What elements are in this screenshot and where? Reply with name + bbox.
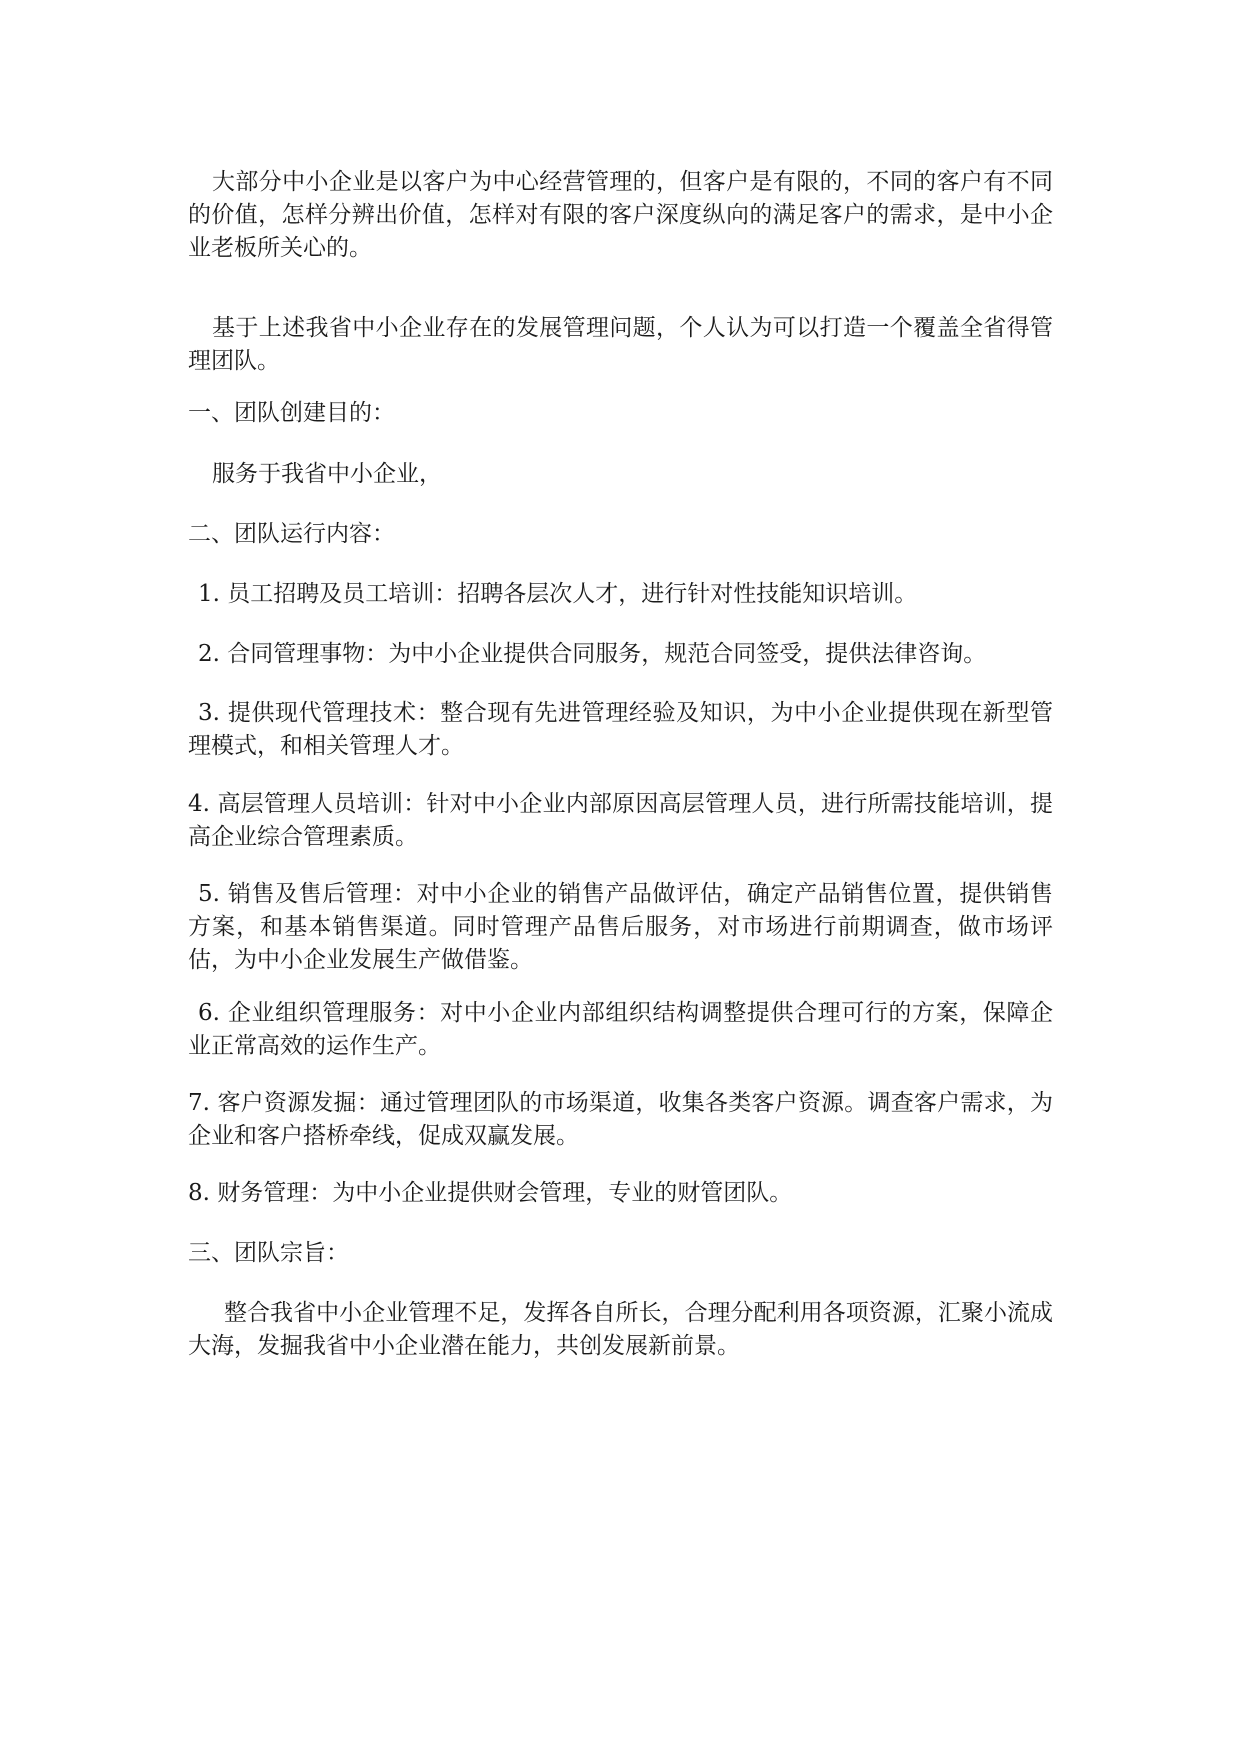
list-item-8: 8. 财务管理：为中小企业提供财会管理，专业的财管团队。 [188,1180,793,1206]
list-item-7: 7. 客户资源发掘：通过管理团队的市场渠道，收集各类客户资源。调查客户需求，为企业和客户搭桥牵线，促成双赢发展。 [188,1090,1053,1149]
section-3-body: 整合我省中小企业管理不足，发挥各自所长，合理分配利用各项资源，汇聚小流成大海，发掘我省中小企业潜在能力，共创发展新前景。 [188,1300,1053,1359]
section-3-heading: 三、团队宗旨： [188,1240,349,1266]
section-1-heading: 一、团队创建目的： [188,400,395,426]
section-2-heading: 二、团队运行内容： [188,521,395,547]
section-1-body: 服务于我省中小企业， [212,461,442,487]
list-item-1: 1. 员工招聘及员工培训：招聘各层次人才，进行针对性技能知识培训。 [198,581,918,607]
list-item-2: 2. 合同管理事物：为中小企业提供合同服务，规范合同签受，提供法律咨询。 [198,641,987,667]
list-item-3: 3. 提供现代管理技术：整合现有先进管理经验及知识，为中小企业提供现在新型管理模式，和相关管理人才。 [188,700,1053,759]
list-item-5: 5. 销售及售后管理：对中小企业的销售产品做评估，确定产品销售位置，提供销售方案，和基本销售渠道。同时管理产品售后服务，对市场进行前期调查，做市场评估，为中小企业发展生产做借鉴。 [188,881,1053,973]
intro-paragraph: 大部分中小企业是以客户为中心经营管理的，但客户是有限的，不同的客户有不同的价值，怎样分辨出价值，怎样对有限的客户深度纵向的满足客户的需求，是中小企业老板所关心的。 [188,169,1053,261]
list-item-6: 6. 企业组织管理服务：对中小企业内部组织结构调整提供合理可行的方案，保障企业正常高效的运作生产。 [188,1000,1053,1059]
proposal-paragraph: 基于上述我省中小企业存在的发展管理问题，个人认为可以打造一个覆盖全省得管理团队。 [188,315,1053,374]
list-item-4: 4. 高层管理人员培训：针对中小企业内部原因高层管理人员，进行所需技能培训，提高企业综合管理素质。 [188,791,1053,850]
